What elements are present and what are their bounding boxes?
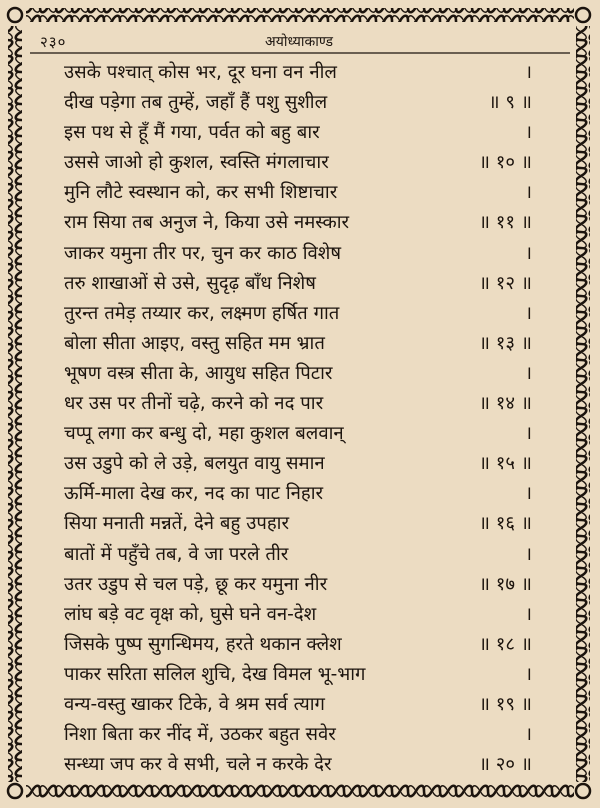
verse-text: दीख पड़ेगा तब तुम्हें, जहाँ हैं पशु सुशील	[64, 92, 328, 114]
verse-number: ॥ ११ ॥	[478, 212, 532, 234]
verse-text: उतर उडुप से चल पड़े, छू कर यमुना नीर	[64, 573, 328, 595]
verse-line	[64, 178, 532, 208]
verse-number: ॥ ९ ॥	[488, 92, 532, 114]
verse-line	[64, 660, 532, 690]
verse-line	[64, 208, 532, 238]
verse-line	[64, 118, 532, 148]
verse-number: ॥ १० ॥	[478, 152, 532, 174]
verse-text: लांघ बड़े वट वृक्ष को, घुसे घने वन-देश	[64, 603, 317, 625]
verse-block	[64, 58, 532, 780]
verse-text: चप्पू लगा कर बन्धु दो, महा कुशल बलवान्	[64, 423, 344, 445]
verse-end-mark: ।	[524, 242, 532, 264]
verse-line	[64, 419, 532, 449]
verse-end-mark: ।	[524, 603, 532, 625]
verse-text: भूषण वस्त्र सीता के, आयुध सहित पिटार	[64, 362, 333, 384]
verse-text: वन्य-वस्तु खाकर टिके, वे श्रम सर्व त्याग	[64, 693, 325, 715]
verse-line	[64, 720, 532, 750]
verse-text: जाकर यमुना तीर पर, चुन कर काठ विशेष	[64, 242, 342, 264]
running-title: अयोध्याकाण्ड	[265, 34, 333, 50]
verse-line	[64, 449, 532, 479]
verse-line	[64, 359, 532, 389]
verse-end-mark: ।	[524, 543, 532, 565]
verse-end-mark: ।	[524, 182, 532, 204]
verse-text: निशा बिता कर नींद में, उठकर बहुत सवेर	[64, 724, 336, 746]
verse-line	[64, 750, 532, 780]
verse-end-mark: ।	[524, 122, 532, 144]
page-header	[36, 28, 562, 54]
verse-line	[64, 600, 532, 630]
verse-line	[64, 540, 532, 570]
verse-line	[64, 299, 532, 329]
verse-number: ॥ २० ॥	[478, 754, 532, 776]
verse-end-mark: ।	[524, 362, 532, 384]
verse-line	[64, 690, 532, 720]
verse-text: उससे जाओ हो कुशल, स्वस्ति मंगलाचार	[64, 152, 329, 174]
verse-text: मुनि लौटे स्वस्थान को, कर सभी शिष्टाचार	[64, 182, 338, 204]
verse-line	[64, 570, 532, 600]
verse-number: ॥ १४ ॥	[478, 393, 532, 415]
verse-number: ॥ १५ ॥	[478, 453, 532, 475]
verse-text: तरु शाखाओं से उसे, सुदृढ़ बाँध निशेष	[64, 272, 316, 294]
verse-text: तुरन्त तमेड़ तय्यार कर, लक्ष्मण हर्षित गात	[64, 302, 340, 324]
verse-line	[64, 329, 532, 359]
verse-line	[64, 509, 532, 539]
page-number: २३०	[40, 33, 67, 51]
verse-line	[64, 389, 532, 419]
verse-text: सिया मनाती मन्नतें, देने बहु उपहार	[64, 513, 290, 535]
verse-text: बातों में पहुँचे तब, वे जा परले तीर	[64, 543, 289, 565]
verse-line	[64, 88, 532, 118]
verse-line	[64, 148, 532, 178]
verse-number: ॥ १२ ॥	[478, 272, 532, 294]
verse-text: जिसके पुष्प सुगन्धिमय, हरते थकान क्लेश	[64, 633, 342, 655]
verse-number: ॥ १७ ॥	[478, 573, 532, 595]
verse-number: ॥ १९ ॥	[478, 693, 532, 715]
verse-text: राम सिया तब अनुज ने, किया उसे नमस्कार	[64, 212, 350, 234]
verse-end-mark: ।	[524, 483, 532, 505]
verse-end-mark: ।	[524, 62, 532, 83]
verse-number: ॥ १८ ॥	[478, 633, 532, 655]
verse-end-mark: ।	[524, 423, 532, 445]
verse-line	[64, 479, 532, 509]
verse-text: ऊर्मि-माला देख कर, नद का पाट निहार	[64, 483, 324, 505]
verse-number: ॥ १३ ॥	[478, 332, 532, 354]
verse-text: धर उस पर तीनों चढ़े, करने को नद पार	[64, 393, 324, 415]
verse-text: पाकर सरिता सलिल शुचि, देख विमल भू-भाग	[64, 663, 366, 685]
verse-text: उस उडुपे को ले उड़े, बलयुत वायु समान	[64, 453, 325, 475]
verse-number: ॥ १६ ॥	[478, 513, 532, 535]
verse-end-mark: ।	[524, 302, 532, 324]
verse-text: सन्ध्या जप कर वे सभी, चले न करके देर	[64, 754, 332, 776]
verse-line	[64, 239, 532, 269]
verse-end-mark: ।	[524, 663, 532, 685]
verse-text: उसके पश्चात् कोस भर, दूर घना वन नील	[64, 62, 337, 83]
verse-line	[64, 630, 532, 660]
verse-text: इस पथ से हूँ मैं गया, पर्वत को बहु बार	[64, 122, 320, 144]
verse-end-mark: ।	[524, 724, 532, 746]
verse-line	[64, 269, 532, 299]
verse-line	[64, 58, 532, 88]
verse-text: बोला सीता आइए, वस्तु सहित मम भ्रात	[64, 332, 325, 354]
